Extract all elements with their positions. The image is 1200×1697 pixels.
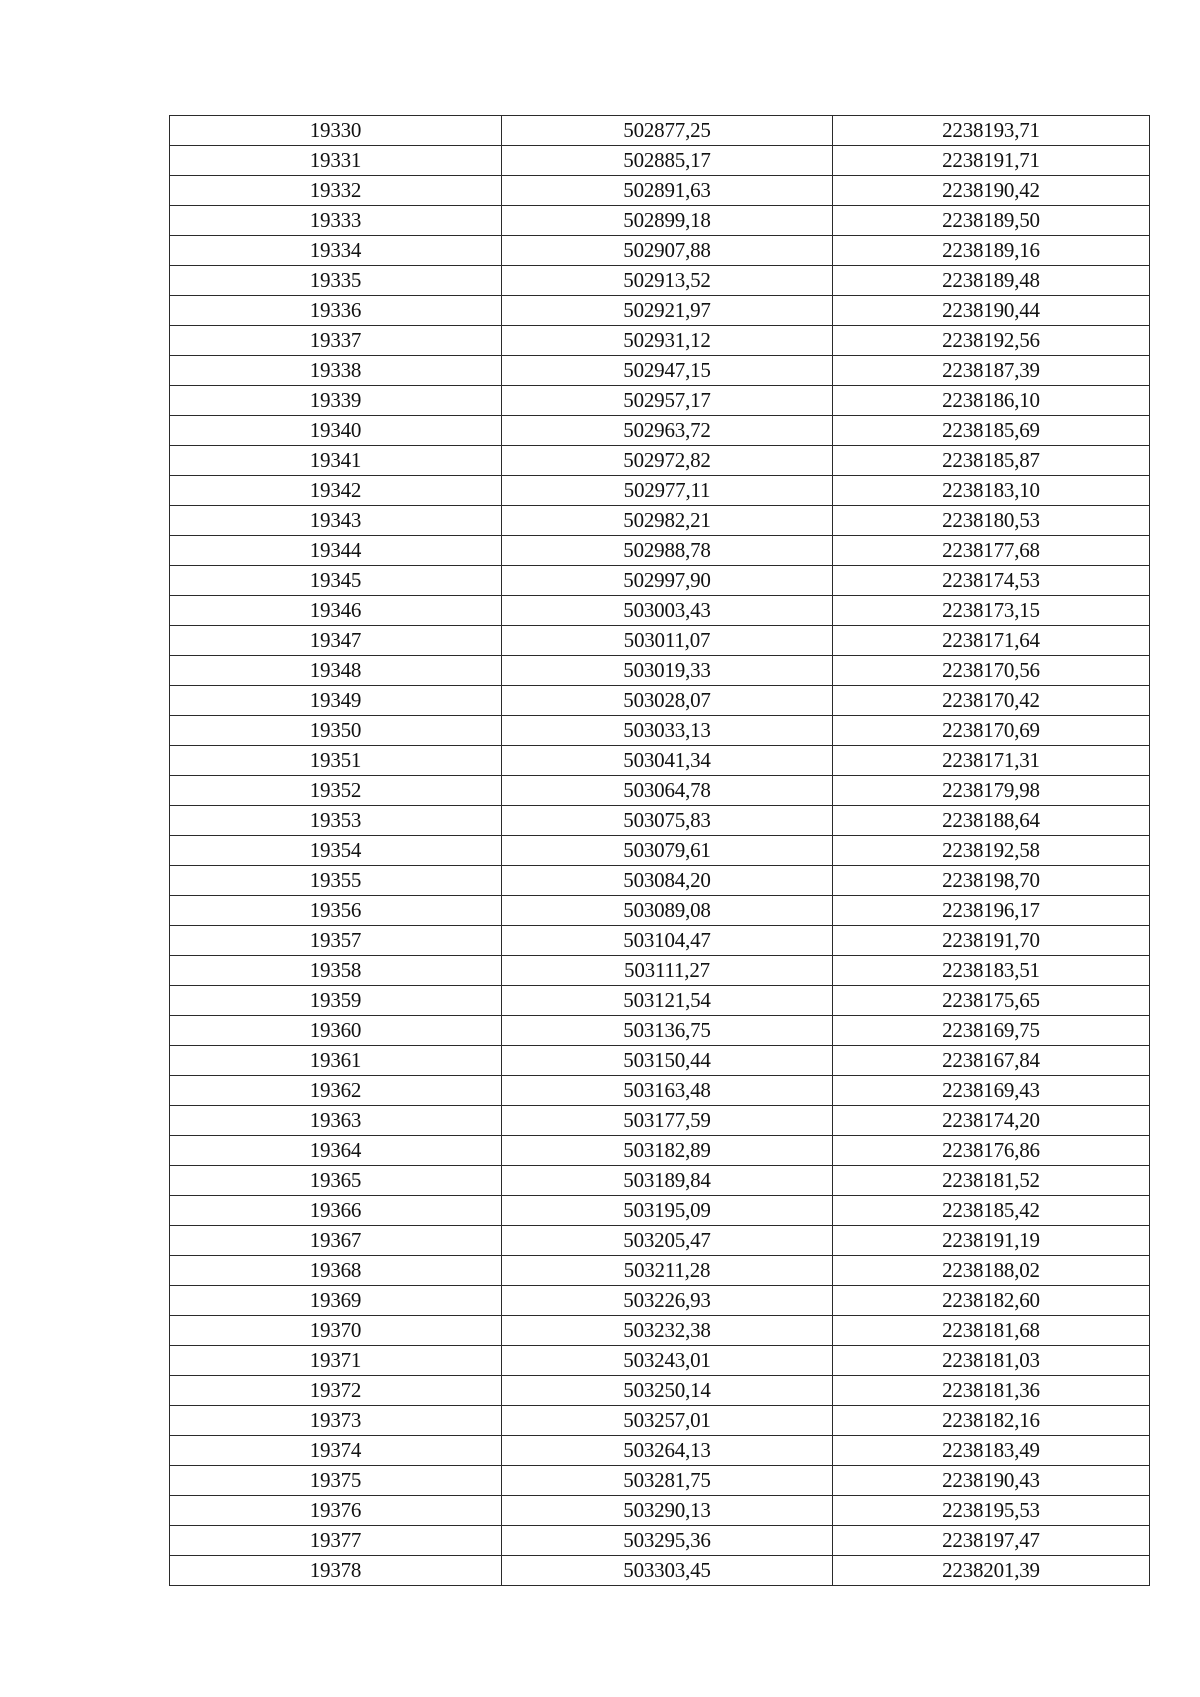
y-coordinate-cell: 2238170,69 [833, 716, 1150, 746]
point-number-cell: 19363 [170, 1106, 502, 1136]
point-number-cell: 19375 [170, 1466, 502, 1496]
table-row [170, 416, 1150, 446]
point-number-cell: 19333 [170, 206, 502, 236]
y-coordinate-cell: 2238185,69 [833, 416, 1150, 446]
point-number-cell: 19353 [170, 806, 502, 836]
point-number-cell: 19351 [170, 746, 502, 776]
table-row [170, 1526, 1150, 1556]
point-number-cell: 19330 [170, 116, 502, 146]
x-coordinate-cell: 503041,34 [502, 746, 833, 776]
y-coordinate-cell: 2238174,53 [833, 566, 1150, 596]
point-number-cell: 19378 [170, 1556, 502, 1586]
point-number-cell: 19376 [170, 1496, 502, 1526]
table-row [170, 1376, 1150, 1406]
table-row [170, 956, 1150, 986]
y-coordinate-cell: 2238170,56 [833, 656, 1150, 686]
x-coordinate-cell: 503064,78 [502, 776, 833, 806]
table-row [170, 1406, 1150, 1436]
table-row [170, 1466, 1150, 1496]
x-coordinate-cell: 503111,27 [502, 956, 833, 986]
y-coordinate-cell: 2238183,49 [833, 1436, 1150, 1466]
y-coordinate-cell: 2238169,43 [833, 1076, 1150, 1106]
point-number-cell: 19336 [170, 296, 502, 326]
point-number-cell: 19340 [170, 416, 502, 446]
table-row [170, 1436, 1150, 1466]
x-coordinate-cell: 503182,89 [502, 1136, 833, 1166]
point-number-cell: 19370 [170, 1316, 502, 1346]
point-number-cell: 19337 [170, 326, 502, 356]
x-coordinate-cell: 503150,44 [502, 1046, 833, 1076]
x-coordinate-cell: 503121,54 [502, 986, 833, 1016]
point-number-cell: 19350 [170, 716, 502, 746]
point-number-cell: 19348 [170, 656, 502, 686]
x-coordinate-cell: 503089,08 [502, 896, 833, 926]
point-number-cell: 19345 [170, 566, 502, 596]
point-number-cell: 19372 [170, 1376, 502, 1406]
table-row [170, 1226, 1150, 1256]
point-number-cell: 19341 [170, 446, 502, 476]
y-coordinate-cell: 2238175,65 [833, 986, 1150, 1016]
x-coordinate-cell: 503075,83 [502, 806, 833, 836]
y-coordinate-cell: 2238179,98 [833, 776, 1150, 806]
table-row [170, 146, 1150, 176]
point-number-cell: 19356 [170, 896, 502, 926]
x-coordinate-cell: 502921,97 [502, 296, 833, 326]
y-coordinate-cell: 2238181,36 [833, 1376, 1150, 1406]
x-coordinate-cell: 503264,13 [502, 1436, 833, 1466]
y-coordinate-cell: 2238193,71 [833, 116, 1150, 146]
table-row [170, 656, 1150, 686]
y-coordinate-cell: 2238174,20 [833, 1106, 1150, 1136]
table-row [170, 686, 1150, 716]
x-coordinate-cell: 503079,61 [502, 836, 833, 866]
y-coordinate-cell: 2238196,17 [833, 896, 1150, 926]
y-coordinate-cell: 2238195,53 [833, 1496, 1150, 1526]
table-row [170, 116, 1150, 146]
table-row [170, 1496, 1150, 1526]
x-coordinate-cell: 503205,47 [502, 1226, 833, 1256]
x-coordinate-cell: 502963,72 [502, 416, 833, 446]
y-coordinate-cell: 2238169,75 [833, 1016, 1150, 1046]
table-row [170, 1316, 1150, 1346]
y-coordinate-cell: 2238191,19 [833, 1226, 1150, 1256]
y-coordinate-cell: 2238198,70 [833, 866, 1150, 896]
point-number-cell: 19360 [170, 1016, 502, 1046]
x-coordinate-cell: 502899,18 [502, 206, 833, 236]
x-coordinate-cell: 503163,48 [502, 1076, 833, 1106]
point-number-cell: 19359 [170, 986, 502, 1016]
table-row [170, 626, 1150, 656]
y-coordinate-cell: 2238177,68 [833, 536, 1150, 566]
x-coordinate-cell: 503290,13 [502, 1496, 833, 1526]
y-coordinate-cell: 2238186,10 [833, 386, 1150, 416]
table-row [170, 1256, 1150, 1286]
point-number-cell: 19338 [170, 356, 502, 386]
point-number-cell: 19357 [170, 926, 502, 956]
point-number-cell: 19352 [170, 776, 502, 806]
point-number-cell: 19331 [170, 146, 502, 176]
table-row [170, 1286, 1150, 1316]
y-coordinate-cell: 2238171,64 [833, 626, 1150, 656]
table-row [170, 596, 1150, 626]
x-coordinate-cell: 503033,13 [502, 716, 833, 746]
x-coordinate-cell: 503195,09 [502, 1196, 833, 1226]
x-coordinate-cell: 502885,17 [502, 146, 833, 176]
point-number-cell: 19354 [170, 836, 502, 866]
y-coordinate-cell: 2238188,64 [833, 806, 1150, 836]
y-coordinate-cell: 2238181,03 [833, 1346, 1150, 1376]
table-row [170, 1076, 1150, 1106]
point-number-cell: 19365 [170, 1166, 502, 1196]
y-coordinate-cell: 2238190,42 [833, 176, 1150, 206]
point-number-cell: 19361 [170, 1046, 502, 1076]
table-row [170, 1556, 1150, 1586]
table-row [170, 1016, 1150, 1046]
x-coordinate-cell: 503028,07 [502, 686, 833, 716]
y-coordinate-cell: 2238189,16 [833, 236, 1150, 266]
table-row [170, 386, 1150, 416]
table-row [170, 926, 1150, 956]
y-coordinate-cell: 2238167,84 [833, 1046, 1150, 1076]
x-coordinate-cell: 502997,90 [502, 566, 833, 596]
x-coordinate-cell: 502972,82 [502, 446, 833, 476]
x-coordinate-cell: 502907,88 [502, 236, 833, 266]
x-coordinate-cell: 503243,01 [502, 1346, 833, 1376]
y-coordinate-cell: 2238187,39 [833, 356, 1150, 386]
x-coordinate-cell: 502982,21 [502, 506, 833, 536]
table-row [170, 206, 1150, 236]
table-row [170, 866, 1150, 896]
point-number-cell: 19371 [170, 1346, 502, 1376]
x-coordinate-cell: 502957,17 [502, 386, 833, 416]
y-coordinate-cell: 2238192,56 [833, 326, 1150, 356]
point-number-cell: 19369 [170, 1286, 502, 1316]
table-row [170, 836, 1150, 866]
point-number-cell: 19343 [170, 506, 502, 536]
x-coordinate-cell: 503226,93 [502, 1286, 833, 1316]
y-coordinate-cell: 2238182,16 [833, 1406, 1150, 1436]
point-number-cell: 19339 [170, 386, 502, 416]
x-coordinate-cell: 502891,63 [502, 176, 833, 206]
y-coordinate-cell: 2238183,10 [833, 476, 1150, 506]
table-row [170, 746, 1150, 776]
y-coordinate-cell: 2238191,71 [833, 146, 1150, 176]
y-coordinate-cell: 2238176,86 [833, 1136, 1150, 1166]
y-coordinate-cell: 2238170,42 [833, 686, 1150, 716]
x-coordinate-cell: 503011,07 [502, 626, 833, 656]
table-row [170, 236, 1150, 266]
point-number-cell: 19347 [170, 626, 502, 656]
y-coordinate-cell: 2238201,39 [833, 1556, 1150, 1586]
table-row [170, 986, 1150, 1016]
y-coordinate-cell: 2238188,02 [833, 1256, 1150, 1286]
y-coordinate-cell: 2238185,42 [833, 1196, 1150, 1226]
y-coordinate-cell: 2238182,60 [833, 1286, 1150, 1316]
table-row [170, 536, 1150, 566]
table-row [170, 776, 1150, 806]
y-coordinate-cell: 2238191,70 [833, 926, 1150, 956]
x-coordinate-cell: 503019,33 [502, 656, 833, 686]
point-number-cell: 19334 [170, 236, 502, 266]
y-coordinate-cell: 2238189,50 [833, 206, 1150, 236]
y-coordinate-cell: 2238171,31 [833, 746, 1150, 776]
x-coordinate-cell: 502913,52 [502, 266, 833, 296]
x-coordinate-cell: 503281,75 [502, 1466, 833, 1496]
table-row [170, 1046, 1150, 1076]
point-number-cell: 19373 [170, 1406, 502, 1436]
point-number-cell: 19374 [170, 1436, 502, 1466]
x-coordinate-cell: 503295,36 [502, 1526, 833, 1556]
x-coordinate-cell: 503177,59 [502, 1106, 833, 1136]
point-number-cell: 19355 [170, 866, 502, 896]
y-coordinate-cell: 2238185,87 [833, 446, 1150, 476]
table-row [170, 326, 1150, 356]
table-row [170, 176, 1150, 206]
y-coordinate-cell: 2238189,48 [833, 266, 1150, 296]
coordinates-table [169, 115, 1150, 1586]
table-row [170, 296, 1150, 326]
table-row [170, 446, 1150, 476]
x-coordinate-cell: 503232,38 [502, 1316, 833, 1346]
x-coordinate-cell: 503104,47 [502, 926, 833, 956]
point-number-cell: 19362 [170, 1076, 502, 1106]
point-number-cell: 19342 [170, 476, 502, 506]
x-coordinate-cell: 503189,84 [502, 1166, 833, 1196]
table-row [170, 506, 1150, 536]
table-row [170, 806, 1150, 836]
point-number-cell: 19366 [170, 1196, 502, 1226]
point-number-cell: 19332 [170, 176, 502, 206]
y-coordinate-cell: 2238197,47 [833, 1526, 1150, 1556]
x-coordinate-cell: 502977,11 [502, 476, 833, 506]
table-row [170, 1106, 1150, 1136]
table-row [170, 1166, 1150, 1196]
point-number-cell: 19358 [170, 956, 502, 986]
point-number-cell: 19344 [170, 536, 502, 566]
x-coordinate-cell: 503003,43 [502, 596, 833, 626]
point-number-cell: 19346 [170, 596, 502, 626]
x-coordinate-cell: 503257,01 [502, 1406, 833, 1436]
table-row [170, 1196, 1150, 1226]
y-coordinate-cell: 2238190,44 [833, 296, 1150, 326]
y-coordinate-cell: 2238181,68 [833, 1316, 1150, 1346]
y-coordinate-cell: 2238181,52 [833, 1166, 1150, 1196]
table-row [170, 1136, 1150, 1166]
x-coordinate-cell: 503084,20 [502, 866, 833, 896]
y-coordinate-cell: 2238190,43 [833, 1466, 1150, 1496]
x-coordinate-cell: 503250,14 [502, 1376, 833, 1406]
y-coordinate-cell: 2238173,15 [833, 596, 1150, 626]
x-coordinate-cell: 502877,25 [502, 116, 833, 146]
x-coordinate-cell: 503136,75 [502, 1016, 833, 1046]
point-number-cell: 19335 [170, 266, 502, 296]
table-row [170, 896, 1150, 926]
table-row [170, 566, 1150, 596]
point-number-cell: 19367 [170, 1226, 502, 1256]
point-number-cell: 19377 [170, 1526, 502, 1556]
table-row [170, 266, 1150, 296]
y-coordinate-cell: 2238180,53 [833, 506, 1150, 536]
table-row [170, 356, 1150, 386]
table-row [170, 476, 1150, 506]
coordinates-table-body [170, 116, 1150, 1586]
y-coordinate-cell: 2238192,58 [833, 836, 1150, 866]
x-coordinate-cell: 502988,78 [502, 536, 833, 566]
x-coordinate-cell: 502931,12 [502, 326, 833, 356]
table-row [170, 716, 1150, 746]
point-number-cell: 19364 [170, 1136, 502, 1166]
point-number-cell: 19368 [170, 1256, 502, 1286]
x-coordinate-cell: 502947,15 [502, 356, 833, 386]
point-number-cell: 19349 [170, 686, 502, 716]
table-row [170, 1346, 1150, 1376]
y-coordinate-cell: 2238183,51 [833, 956, 1150, 986]
x-coordinate-cell: 503303,45 [502, 1556, 833, 1586]
x-coordinate-cell: 503211,28 [502, 1256, 833, 1286]
